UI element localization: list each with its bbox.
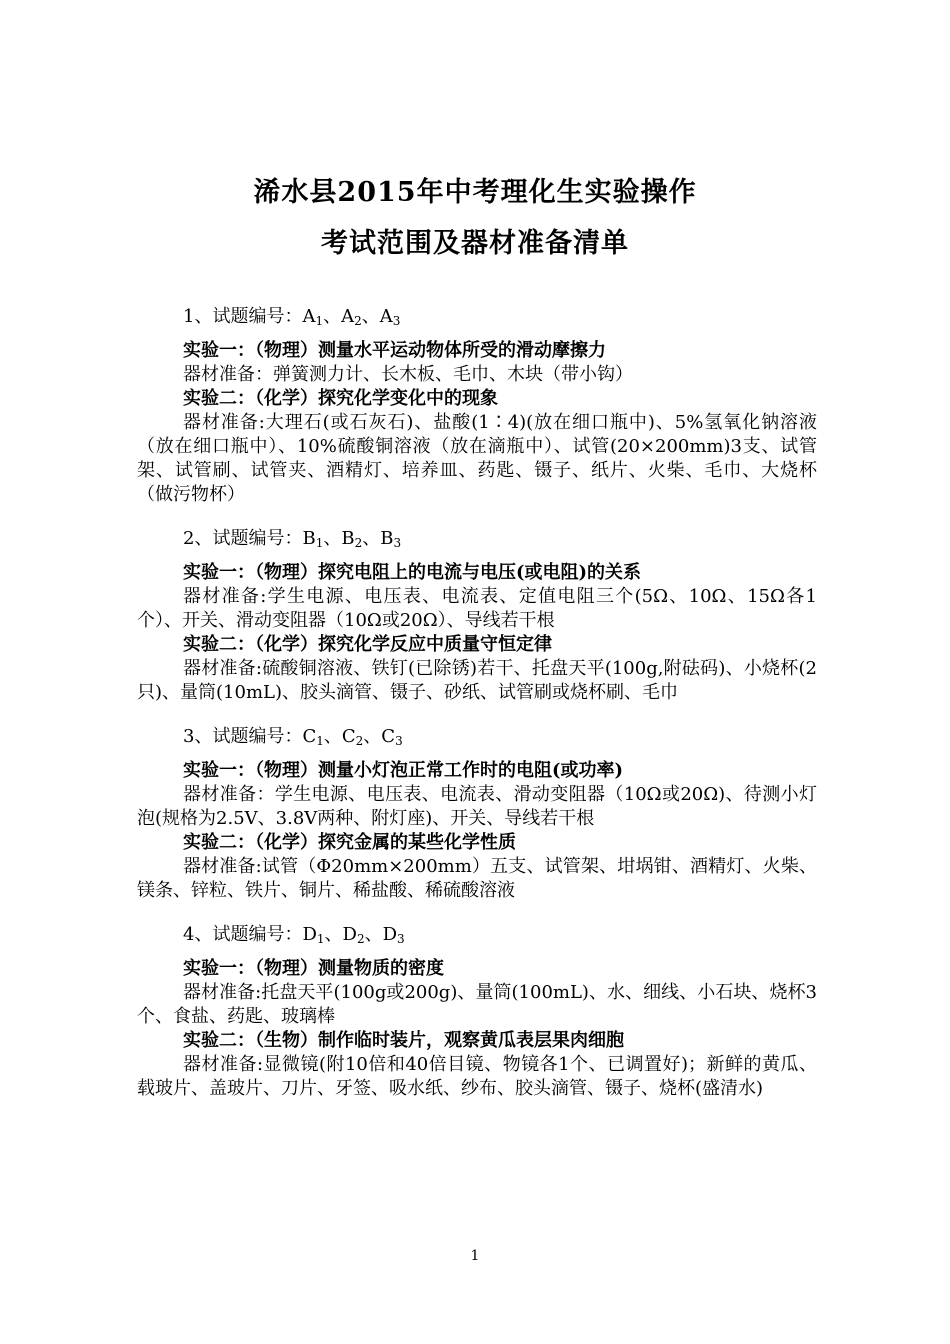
code-separator: 、 [323, 306, 342, 327]
exam-section [137, 527, 817, 705]
question-code [380, 528, 401, 549]
question-code [383, 924, 405, 945]
code-letter: B [341, 528, 355, 549]
code-separator: 、 [363, 726, 382, 747]
code-letter: D [302, 924, 317, 945]
equipment-list: 器材准备：学生电源、电压表、电流表、滑动变阻器（10Ω或20Ω)、待测小灯泡(规格为2.5V、3.8V两种、附灯座)、开关、导线若干根 [137, 784, 817, 829]
code-number: 1 [316, 734, 324, 748]
code-number: 3 [393, 536, 402, 550]
code-separator: 、 [364, 924, 383, 945]
section-prefix: 3、试题编号： [183, 726, 303, 747]
code-number: 3 [392, 314, 401, 328]
question-code [302, 924, 342, 945]
section-prefix: 1、试题编号： [183, 306, 303, 327]
section-prefix: 2、试题编号： [183, 528, 303, 549]
code-letter: A [379, 306, 393, 327]
section-heading [137, 725, 817, 749]
experiment-title: 实验二：（化学）探究金属的某些化学性质 [183, 832, 516, 853]
code-number: 2 [354, 314, 362, 328]
question-code [341, 306, 380, 327]
question-code [302, 306, 341, 327]
question-code [381, 726, 402, 747]
equipment-list: 器材准备：弹簧测力计、长木板、毛巾、木块（带小钩） [183, 364, 633, 385]
equipment-list: 器材准备:学生电源、电压表、电流表、定值电阻三个(5Ω、10Ω、15Ω各1个）、开关、滑动变阻器（10Ω或20Ω）、导线若干根 [137, 586, 817, 631]
code-letter: C [302, 726, 317, 747]
question-code [341, 528, 380, 549]
question-code [342, 726, 381, 747]
code-number: 2 [356, 932, 365, 946]
section-heading [137, 527, 817, 551]
experiment-title: 实验一：（物理）测量水平运动物体所受的滑动摩擦力 [183, 340, 606, 361]
code-number: 3 [395, 734, 403, 748]
equipment-list: 器材准备:显微镜(附10倍和40倍目镜、物镜各1个、已调置好)；新鲜的黄瓜、载玻片、盖玻片、刀片、牙签、吸水纸、纱布、胶头滴管、镊子、烧杯(盛清水) [137, 1054, 817, 1099]
code-letter: D [382, 924, 398, 945]
code-separator: 、 [362, 528, 381, 549]
code-letter: A [341, 306, 355, 327]
section-prefix: 4、试题编号： [183, 924, 303, 945]
code-number: 2 [355, 734, 364, 748]
document-title: 浠水县2015年中考理化生实验操作 [253, 177, 697, 208]
exam-section [137, 725, 817, 903]
code-separator: 、 [361, 306, 380, 327]
code-number: 3 [397, 932, 405, 946]
question-code [380, 306, 401, 327]
experiment-title: 实验一：（物理）测量小灯泡正常工作时的电阻(或功率) [183, 760, 624, 781]
experiment-title: 实验一：（物理）探究电阻上的电流与电压(或电阻)的关系 [183, 562, 642, 583]
exam-section [137, 305, 817, 507]
section-heading [137, 305, 817, 329]
section-heading [137, 923, 817, 947]
experiment-title: 实验一：（物理）测量物质的密度 [183, 958, 444, 979]
code-separator: 、 [323, 528, 342, 549]
code-number: 1 [315, 536, 324, 550]
code-letter: C [381, 726, 396, 747]
equipment-list: 器材准备:大理石(或石灰石)、盐酸(1∶4)(放在细口瓶中)、5%氢氧化钠溶液（放在细口瓶中）、10%硫酸铜溶液（放在滴瓶中）、试管(20×200mm)3支、试管架、试管刷、试管夹、酒精灯、培养皿、药匙、镊子、纸片、火柴、毛巾、大烧杯（做污物杯） [137, 412, 817, 505]
document-subtitle: 考试范围及器材准备清单 [321, 228, 629, 259]
section-list [137, 305, 817, 1101]
experiment-title: 实验二：（化学）探究化学变化中的现象 [183, 388, 498, 409]
experiment-title: 实验二：（化学）探究化学反应中质量守恒定律 [183, 634, 552, 655]
exam-section [137, 923, 817, 1101]
code-letter: C [341, 726, 356, 747]
code-letter: A [302, 306, 316, 327]
equipment-list: 器材准备:托盘天平(100g或200g)、量筒(100mL)、水、细线、小石块、烧杯3个、食盐、药匙、玻璃棒 [137, 982, 817, 1027]
code-number: 2 [354, 536, 363, 550]
question-code [302, 726, 341, 747]
code-letter: B [302, 528, 316, 549]
document-body [137, 305, 817, 1121]
question-code [343, 924, 383, 945]
code-separator: 、 [324, 924, 343, 945]
experiment-title: 实验二：（生物）制作临时装片，观察黄瓜表层果肉细胞 [183, 1030, 624, 1051]
question-code [302, 528, 341, 549]
page-number: 1 [470, 1248, 480, 1264]
code-letter: D [342, 924, 357, 945]
code-number: 1 [316, 932, 325, 946]
equipment-list: 器材准备:硫酸铜溶液、铁钉(已除锈)若干、托盘天平(100g,附砝码)、小烧杯(2只)、量筒(10mL)、胶头滴管、镊子、砂纸、试管刷或烧杯刷、毛巾 [137, 658, 817, 703]
code-letter: B [380, 528, 394, 549]
code-separator: 、 [323, 726, 342, 747]
equipment-list: 器材准备:试管（Φ20mm×200mm）五支、试管架、坩埚钳、酒精灯、火柴、镁条、锌粒、铁片、铜片、稀盐酸、稀硫酸溶液 [137, 856, 817, 901]
code-number: 1 [315, 314, 324, 328]
